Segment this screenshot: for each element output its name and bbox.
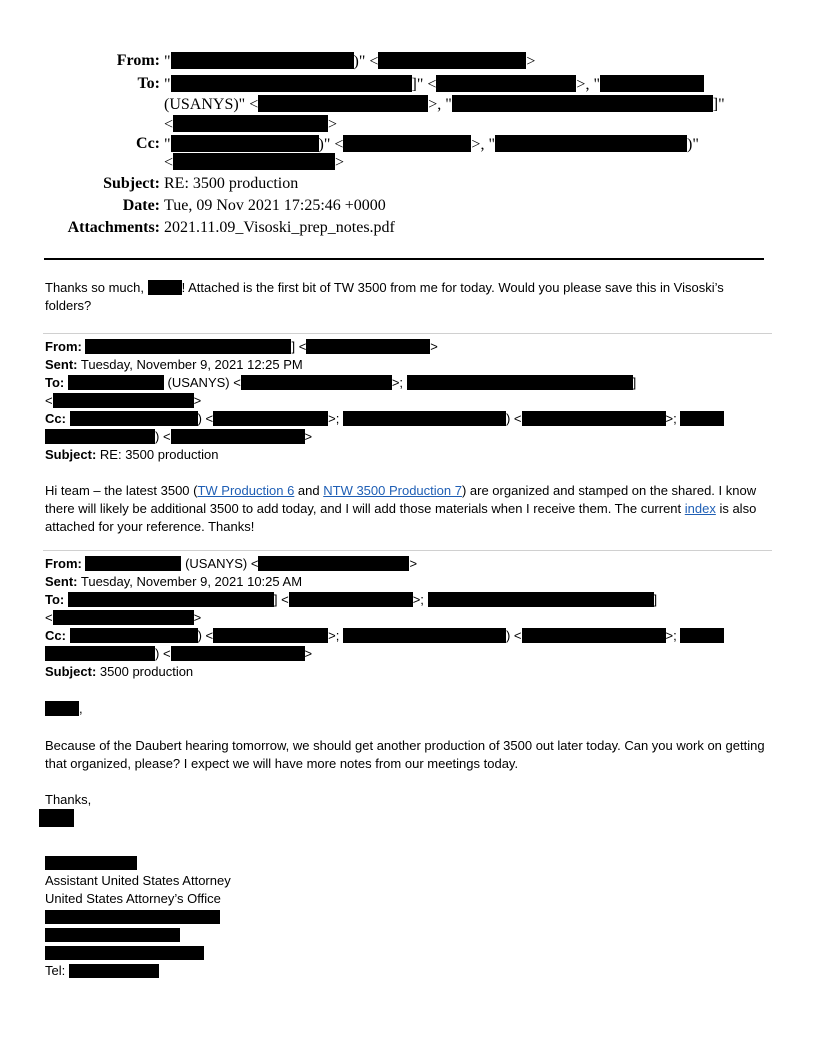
subject-value: 3500 production bbox=[99, 664, 194, 679]
redaction bbox=[173, 153, 335, 170]
attachment-filename: 2021.11.09_Visoski_prep_notes.pdf bbox=[164, 219, 395, 236]
redaction bbox=[680, 628, 724, 643]
redaction bbox=[258, 556, 409, 571]
redaction bbox=[452, 95, 713, 112]
tw-production-6-link[interactable]: TW Production 6 bbox=[197, 483, 295, 498]
redaction bbox=[45, 429, 155, 444]
tel-label: Tel: bbox=[45, 963, 66, 978]
subject-value: RE: 3500 production bbox=[99, 447, 219, 462]
redaction bbox=[343, 628, 506, 643]
salutation: , bbox=[45, 700, 770, 718]
message-3-text: Because of the Daubert hearing tomorrow, we should get another production of 3500 out later today. Can you work on getting that organized, please? I expect we will have more notes from our meetings today. bbox=[45, 738, 765, 771]
redaction bbox=[85, 339, 291, 354]
redaction bbox=[522, 411, 666, 426]
redaction bbox=[680, 411, 724, 426]
redaction bbox=[39, 809, 74, 827]
redaction bbox=[68, 592, 274, 607]
redaction bbox=[258, 95, 428, 112]
signature-block bbox=[45, 854, 770, 980]
redaction bbox=[45, 946, 204, 960]
redaction bbox=[428, 592, 654, 607]
redaction bbox=[289, 592, 413, 607]
redaction bbox=[45, 910, 220, 924]
redaction bbox=[53, 393, 194, 408]
redaction bbox=[171, 75, 412, 92]
redaction bbox=[148, 280, 182, 295]
subject-value: RE: 3500 production bbox=[164, 175, 299, 192]
date-value: Tue, 09 Nov 2021 17:25:46 +0000 bbox=[164, 197, 386, 214]
cc-label: Cc: bbox=[136, 135, 160, 152]
redaction bbox=[522, 628, 666, 643]
redaction bbox=[241, 375, 392, 390]
sent-value: Tuesday, November 9, 2021 12:25 PM bbox=[80, 357, 303, 372]
redaction bbox=[600, 75, 704, 92]
redaction bbox=[45, 701, 79, 716]
header-divider bbox=[44, 258, 764, 260]
redaction bbox=[45, 646, 155, 661]
redaction bbox=[70, 628, 198, 643]
redaction bbox=[306, 339, 430, 354]
date-label: Date: bbox=[122, 197, 160, 214]
subject-label: Subject: bbox=[103, 175, 160, 192]
redaction bbox=[213, 411, 328, 426]
forwarded-message-3: From: (USANYS) < > Sent: Tuesday, November 9, 2021 10:25 AM To: ] < >; ] < > Cc: ) < >; ) < >; ) < > Subject: 3500 production bbox=[45, 555, 770, 681]
redaction bbox=[436, 75, 576, 92]
redaction bbox=[173, 115, 328, 132]
signature-office: United States Attorney’s Office bbox=[45, 891, 221, 906]
redaction bbox=[343, 411, 506, 426]
redaction bbox=[495, 135, 687, 152]
reply-paragraph: Thanks so much, ! Attached is the first bit of TW 3500 from me for today. Would you please save this in Visoski’s folders? bbox=[45, 280, 724, 313]
redaction bbox=[68, 375, 164, 390]
redaction bbox=[70, 411, 198, 426]
redaction bbox=[171, 429, 305, 444]
redaction bbox=[85, 556, 181, 571]
message-separator bbox=[43, 333, 772, 334]
index-link[interactable]: index bbox=[684, 501, 716, 516]
to-org: (USANYS) bbox=[164, 96, 239, 113]
closing: Thanks, bbox=[45, 792, 92, 807]
redaction bbox=[171, 52, 354, 69]
redaction bbox=[45, 928, 180, 942]
redaction bbox=[343, 135, 471, 152]
redaction bbox=[53, 610, 194, 625]
forwarded-message-2: From: ] < > Sent: Tuesday, November 9, 2021 12:25 PM To: (USANYS) < >; ] < > Cc: ) < >; ) < >; ) < > Subject: RE: 3500 production bbox=[45, 338, 770, 464]
message-separator bbox=[43, 550, 772, 551]
redaction bbox=[407, 375, 633, 390]
email-body bbox=[45, 279, 770, 980]
to-label: To: bbox=[137, 75, 160, 92]
ntw-3500-production-7-link[interactable]: NTW 3500 Production 7 bbox=[323, 483, 462, 498]
message-2-text: Hi team – the latest 3500 (TW Production 6 and NTW 3500 Production 7) are organized and stamped on the shared. I know there will likely be additional 3500 to add today, and I will add those materials when I receive them. The current index is also attached for your reference. Thanks! bbox=[45, 483, 757, 534]
redaction bbox=[378, 52, 526, 69]
redaction bbox=[171, 646, 305, 661]
redaction bbox=[213, 628, 328, 643]
redaction bbox=[171, 135, 319, 152]
from-label: From: bbox=[116, 52, 160, 69]
redaction bbox=[69, 964, 159, 978]
sent-value: Tuesday, November 9, 2021 10:25 AM bbox=[80, 574, 303, 589]
attachments-label: Attachments: bbox=[67, 219, 160, 236]
signature-title: Assistant United States Attorney bbox=[45, 873, 231, 888]
redaction bbox=[45, 856, 137, 870]
